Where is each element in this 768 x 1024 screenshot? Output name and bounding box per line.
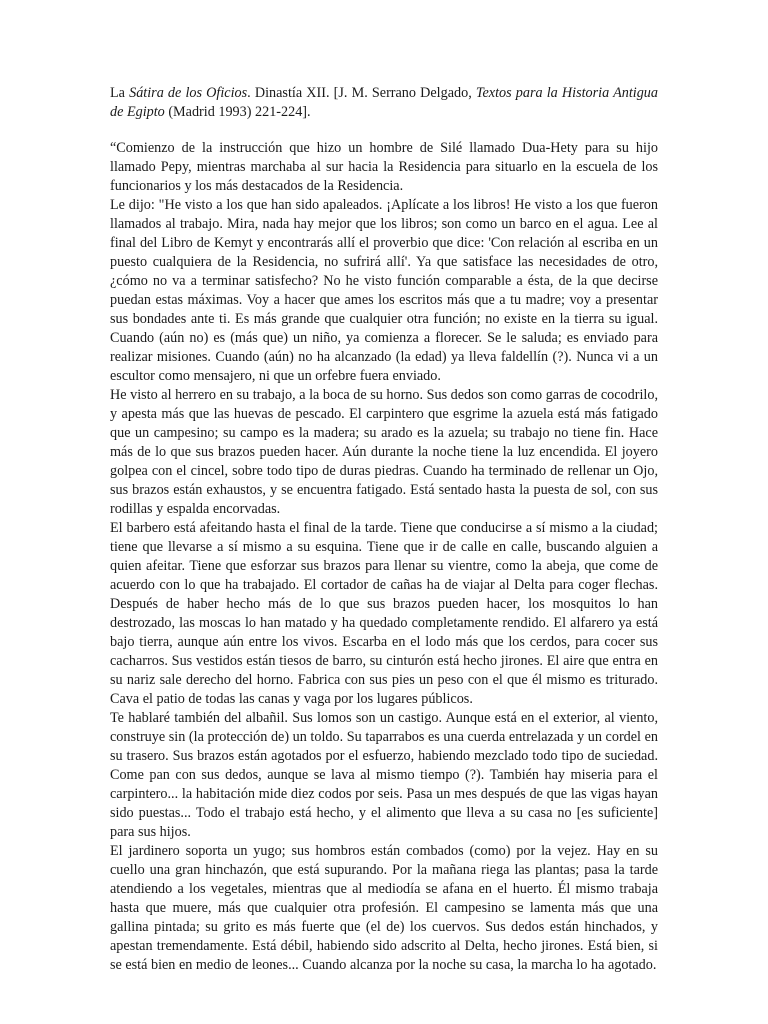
- paragraph-mason: Te hablaré también del albañil. Sus lomos son un castigo. Aunque está en el exterior, al viento, construye sin (la protección de) un toldo. Su taparrabos es una cuerda entrelazada y un cordel en su trasero. Sus brazos están agotados por el esfuerzo, habiendo mezclado todo tipo de suciedad. Come pan con sus dedos, aunque se lava al mismo tiempo (?). También hay miseria para el carpintero... la habitación mide diez codos por seis. Pasa un mes después de que las vigas hayan sido puestas... Todo el trabajo está hecho, y el alimento que lleva a su casa no [es suficiente] para sus hijos.: [110, 710, 658, 840]
- paragraph-smith: He visto al herrero en su trabajo, a la boca de su horno. Sus dedos son como garras de cocodrilo, y apesta más que las huevas de pescado. El carpintero que esgrime la azuela está más fatigado que un campesino; su campo es la madera; su arado es la azuela; su trabajo no tiene fin. Hace más de lo que sus brazos pueden hacer. Aún durante la noche tiene la luz encendida. El joyero golpea con el cincel, sobre todo tipo de duras piedras. Cuando ha terminado de rellenar un Ojo, sus brazos están exhaustos, y se encuentra fatigado. Está sentado hasta la puesta de sol, con sus rodillas y espalda encorvadas.: [110, 387, 658, 517]
- paragraph-gardener: El jardinero soporta un yugo; sus hombros están combados (como) por la vejez. Hay en su cuello una gran hinchazón, que está supurando. Por la mañana riega las plantas; pasa la tarde atendiendo a los vegetales, mientras que al mediodía se afana en el huerto. Él mismo trabaja hasta que muere, más que cualquier otra profesión. El campesino se lamenta más que una gallina pintada; su grito es más fuerte que (el de) los cuervos. Sus dedos están hinchados, y apestan tremendamente. Está débil, habiendo sido adscrito al Delta, hecho jirones. Está bien, si se está bien en medio de leones... Cuando alcanza por la noche su casa, la marcha lo ha agotado.: [110, 843, 658, 973]
- work-title: Sátira de los Oficios: [129, 85, 248, 101]
- document-page: [110, 84, 658, 975]
- book-title: Textos para la Historia Antigua de Egipto: [110, 85, 658, 120]
- citation-prefix: La: [110, 85, 130, 101]
- paragraph-scribe: Le dijo: "He visto a los que han sido apaleados. ¡Aplícate a los libros! He visto a los que fueron llamados al trabajo. Mira, nada hay mejor que los libros; son como un barco en el agua. Lee al final del Libro de Kemyt y encontrarás allí el proverbio que dice: 'Con relación al escriba en un puesto cualquiera de la Residencia, no sufrirá allí'. Ya que satisface las necesidades de otro, ¿cómo no va a terminar satisfecho? No he visto función comparable a ésta, de la que decirse puedan estas máximas. Voy a hacer que ames los escritos más que a tu madre; voy a presentar sus bondades ante ti. Es más grande que cualquier otra función; no existe en la tierra su igual. Cuando (aún no) es (más que) un niño, ya comienza a florecer. Se le saluda; es enviado para realizar misiones. Cuando (aún) no ha alcanzado (la edad) ya lleva faldellín (?). Nunca vi a un escultor como mensajero, ni que un orfebre fuera enviado.: [110, 197, 658, 384]
- citation-line: [110, 84, 658, 122]
- paragraph-intro: “Comienzo de la instrucción que hizo un hombre de Silé llamado Dua-Hety para su hijo llamado Pepy, mientras marchaba al sur hacia la Residencia para situarlo en la escuela de los funcionarios y los más destacados de la Residencia.: [110, 140, 658, 194]
- citation-suffix: (Madrid 1993) 221-224].: [164, 104, 311, 120]
- paragraph-barber: El barbero está afeitando hasta el final de la tarde. Tiene que conducirse a sí mismo a la ciudad; tiene que llevarse a sí mismo a su esquina. Tiene que ir de calle en calle, buscando alguien a quien afeitar. Tiene que esforzar sus brazos para llenar su vientre, como la abeja, que come de acuerdo con lo que ha trabajado. El cortador de cañas ha de viajar al Delta para coger flechas. Después de haber hecho más de lo que sus brazos pueden hacer, los mosquitos lo han destrozado, las moscas lo han matado y ha quedado completamente rendido. El alfarero ya está bajo tierra, aunque aún entre los vivos. Escarba en el lodo más que los cerdos, para cocer sus cacharros. Sus vestidos están tiesos de barro, su cinturón está hecho jirones. El aire que entra en su nariz sale derecho del horno. Fabrica con sus pies un peso con el que él mismo es triturado. Cava el patio de todas las canas y vaga por los lugares públicos.: [110, 520, 658, 707]
- citation-middle: . Dinastía XII. [J. M. Serrano Delgado,: [247, 85, 476, 101]
